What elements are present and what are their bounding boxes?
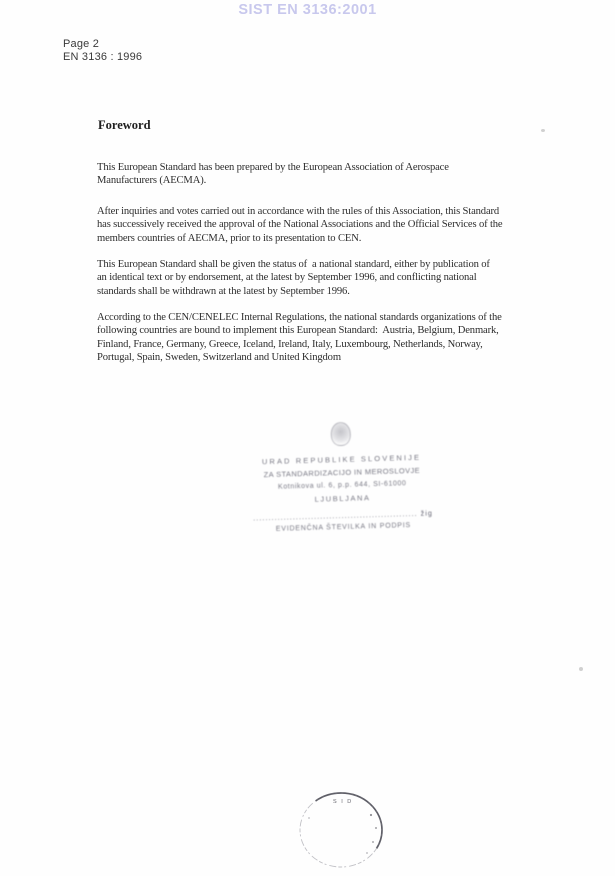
watermark-text: SIST EN 3136:2001 bbox=[238, 2, 377, 18]
paragraph-line: This European Standard has been prepared by the European Association of Aerospace bbox=[97, 162, 449, 173]
stamp-city-line: LJUBLJANA bbox=[314, 493, 371, 504]
ink-speck bbox=[541, 129, 545, 132]
page-number: Page 2 bbox=[63, 38, 100, 50]
ink-speck bbox=[579, 667, 583, 671]
stamp-ink-dot bbox=[375, 827, 377, 829]
stamp-ink-dot bbox=[372, 841, 374, 843]
paragraph-3 bbox=[97, 258, 572, 298]
paragraph-1 bbox=[97, 161, 572, 188]
paragraph-2 bbox=[97, 205, 572, 245]
signature-caption: EVIDENČNA ŠTEVILKA IN PODPIS bbox=[275, 522, 412, 533]
paragraph-line: standards shall be withdrawn at the latest by September 1996. bbox=[97, 285, 350, 297]
section-heading-foreword: Foreword bbox=[98, 118, 151, 132]
paragraph-line: following countries are bound to implement this European Standard: Austria, Belgium, Denmark, bbox=[97, 325, 499, 337]
round-stamp-graphic bbox=[297, 790, 389, 872]
stamp-ink-dot bbox=[370, 814, 372, 816]
coat-of-arms-icon bbox=[330, 422, 351, 447]
paragraph-line: an identical text or by endorsement, at the latest by September 1996, and conflicting national bbox=[97, 272, 477, 284]
paragraph-line: Portugal, Spain, Sweden, Switzerland and United Kingdom bbox=[97, 352, 341, 364]
paragraph-line: has successively received the approval of the National Associations and the Official Services of the bbox=[97, 219, 503, 231]
page-header bbox=[63, 38, 142, 64]
standard-reference: EN 3136 : 1996 bbox=[63, 51, 143, 63]
round-stamp-partial-text: S I D bbox=[333, 799, 353, 805]
stamp-ink-dot bbox=[366, 852, 368, 854]
paragraph-line: After inquiries and votes carried out in accordance with the rules of this Association, this Standard bbox=[97, 206, 500, 217]
paragraph-line: members countries of AECMA, prior to its presentation to CEN. bbox=[97, 232, 362, 244]
stamp-office-name-line1: URAD REPUBLIKE SLOVENIJE bbox=[261, 452, 422, 467]
stamp-office-name-line2: ZA STANDARDIZACIJO IN MEROSLOVJE bbox=[263, 465, 421, 480]
paragraph-line: According to the CEN/CENELEC Internal Regulations, the national standards organizations of the bbox=[97, 312, 502, 323]
round-ink-stamp bbox=[297, 790, 389, 876]
paragraph-line: This European Standard shall be given the status of a national standard, either by publication of bbox=[97, 259, 490, 270]
stamp-address-line: Kotnikova ul. 6, p.p. 644, SI-61000 bbox=[277, 480, 407, 491]
paragraph-line: Manufacturers (AECMA). bbox=[97, 175, 207, 187]
stamp-ink-dot bbox=[308, 817, 310, 819]
paragraph-line: Finland, France, Germany, Greece, Iceland, Ireland, Italy, Luxembourg, Netherlands, Norway, bbox=[97, 338, 483, 350]
signature-dotted-line: ...................................................... žig bbox=[253, 510, 434, 523]
paragraph-4 bbox=[97, 311, 572, 365]
office-receipt-stamp bbox=[228, 419, 455, 536]
